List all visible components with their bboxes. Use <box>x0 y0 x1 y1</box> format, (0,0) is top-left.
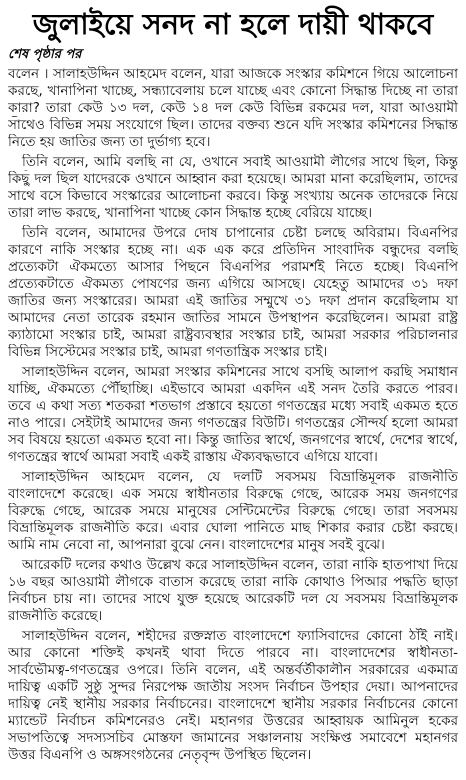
article-text-line: সালাহউদ্দিন আহমেদ বলেন, যে দলটি সবসময় বিভ্রান্তিমূলক রাজনীতি <box>22 469 458 485</box>
article-paragraph <box>8 364 458 466</box>
article-paragraph <box>8 225 458 361</box>
article-text-line: বিরুদ্ধে গেছে, আরেক সময়ে মানুষের সেন্টিমেন্টের বিরুদ্ধে গেছে। তারা সবসময় <box>8 503 458 519</box>
article-text-line: ১৬ বছর আওয়ামী লীগকে বাতাস করেছে তারা নাকি কোথাও পিআর পদ্ধতি ছাড়া <box>8 574 458 590</box>
article-text-line: করছে, খানাপিনা খাচ্ছে, সন্ধ্যাবেলায় চলে যাচ্ছে এবং কোনো সিদ্ধান্ত দিচ্ছে না তারা <box>8 83 458 99</box>
article-text-line: প্রত্যেকটাতে ঐকমত্য পোষণের জন্য এগিয়ে আসছে। যেহেতু আমাদের ৩১ দফা <box>8 276 458 292</box>
article-text-line: বিভ্রান্তিমূলক রাজনীতি করে। এবার ঘোলা পানিতে মাছ শিকার করার চেষ্টা করছে। <box>8 520 458 536</box>
article-text-line: জাতির জন্য সংস্কারের। আমরা এই জাতির সম্মুখে ৩১ দফা প্রদান করেছিলাম যা <box>8 293 458 309</box>
article-text-line: যাচ্ছি, ঐকমত্যে পৌঁছাচ্ছি। এইভাবে আমরা একদিন এই সনদ তৈরি করতে পারব। <box>8 381 458 397</box>
article-text-line: আর কোনো শক্তিই কখনই থাবা দিতে পারবে না। বাংলাদেশের স্বাধীনতা- <box>8 645 458 661</box>
article-text-line: আরেকটি দলের কথাও উল্লেখ করে সালাহউদ্দিন বলেন, তারা নাকি হাতপাখা দিয়ে <box>22 557 458 573</box>
article-text-line: কারণে নাকি সংস্কার হচ্ছে না। এক এক করে প্রতিদিন সাংবাদিক বন্ধুদের বলছি <box>8 242 458 258</box>
article-text-line: তবে এ কথা সত্য শতকরা শতভাগ প্রস্তাবে হয়তো গণতন্ত্রের মধ্যে সবাই একমত হতে <box>8 398 458 414</box>
article-text-line: উত্তর বিএনপি ও অঙ্গসংগঠনের নেতৃবৃন্দ উপস্থিত ছিলেন। <box>8 747 312 763</box>
continuation-label: শেষ পৃষ্ঠার পর <box>8 47 82 62</box>
article-text-line: দায়িত্ব একটি সুষ্ঠু সুন্দর নিরপেক্ষ জাতীয় সংসদ নির্বাচন উপহার দেয়া। আপনাদের <box>8 679 458 695</box>
article-text-line: প্রত্যেকটা ঐকমত্যে আসার পিছনে বিএনপির পরামর্শই নিতে হচ্ছে। বিএনপি <box>8 259 458 275</box>
article-text-line: নির্বাচন চায় না। তাদের সাথে যুক্ত হয়েছে আরেকটি দল যে সবসময় বিভ্রান্তিমূলক <box>8 591 458 607</box>
article-text-line: সালাহউদ্দিন বলেন, আমরা সংস্কার কমিশনের সাথে বসছি আলাপ করছি সমাধান <box>22 364 458 380</box>
article-text-line: বিভিন্ন সিস্টেমের সংস্কার চাই, আমরা গণতান্ত্রিক সংস্কার চাই। <box>8 344 328 360</box>
article-text-line: নাও পারে। সেইটাই আমাদের জন্য গণতন্ত্রের বিউটি। গণতন্ত্রের সৌন্দর্য হলো আমরা <box>8 415 458 431</box>
article-text-line: ক্যাঠামো সংস্কার চাই, আমরা রাষ্ট্রব্যবস্থার সংস্কার চাই, আমরা সরকার পরিচালনার <box>8 327 458 343</box>
article-text-line: তিনি বলেন, আমি বলছি না যে, ওখানে সবাই আওয়ামী লীগের সাথে ছিল, কিন্তু <box>22 154 458 170</box>
article-text-line: সাথে বসে কিভাবে সংস্কারের আলোচনা করবে। কিন্তু সংখ্যায় অনেক তাদেরকে নিয়ে <box>8 188 458 204</box>
article-text-line: সার্বভৌমত্ব-গণতন্ত্রের ওপরে। তিনি বলেন, এই অন্তর্বর্তীকালীন সরকারের একমাত্র <box>8 662 458 678</box>
article-text-line: গণতন্ত্রের স্বার্থে আমরা সবাই একই রাস্তায় ঐক্যবদ্ধভাবে এগিয়ে যাবো। <box>8 449 378 465</box>
article-text-line: সব বিষয়ে হয়তো একমত হবো না। কিন্তু জাতির স্বার্থে, জনগণের স্বার্থে, দেশের স্বার্থে, <box>8 432 458 448</box>
article-text-line: তারা লাভ করছে, খানাপিনা খাচ্ছে কোন সিদ্ধান্ত হচ্ছে বেরিয়ে যাচ্ছে। <box>8 205 373 221</box>
article-text-line: নিতে হয় জাতির জন্য তা দুর্ভাগ্য হবে। <box>8 134 211 150</box>
article-text-line: ম্যান্ডেট নির্বাচন কমিশনেরও নেই। মহানগর উত্তরের আহ্বায়ক আমিনুল হকের <box>8 713 458 729</box>
article-text-line: সালাহউদ্দিন বলেন, শহীদের রক্তস্নাত বাংলাদেশে ফ্যাসিবাদের কোনো ঠাঁই নাই। <box>22 628 458 644</box>
headline: জুলাইয়ে সনদ না হলে দায়ী থাকবে <box>32 7 434 41</box>
article-text-line: কারা? তারা কেউ ১৩ দল, কেউ ১৪ দল কেউ বিভিন্ন রকমের দল, যারা আওয়ামী <box>8 100 458 116</box>
article-paragraph <box>8 469 458 554</box>
article-text-line: কিছু দল ছিল যাদেরকে ওখানে আহ্বান করা হয়েছে। আমরা মানা করেছিলাম, তাদের <box>8 171 458 187</box>
article-text-line: তিনি বলেন, আমাদের উপরে দোষ চাপানোর চেষ্টা চলছে অবিরাম। বিএনপির <box>22 225 458 241</box>
article-body <box>8 66 458 764</box>
article-text-line: আমি নাম নেবো না, আপনারা বুঝে নেন। বাংলাদেশের মানুষ সবই বুঝে। <box>8 537 385 553</box>
article-paragraph <box>8 557 458 625</box>
article-text-line: সাথেও বিভিন্ন সময় সংযোগে ছিল। তাদের বক্তব্য শুনে যদি সংস্কার কমিশনের সিদ্ধান্ত <box>8 117 458 133</box>
article-paragraph <box>8 66 458 151</box>
article-text-line: রাজনীতি করেছে। <box>8 608 103 624</box>
article-paragraph <box>8 628 458 764</box>
article-text-line: দায়িত্ব নেই স্থানীয় সরকার নির্বাচনের। বাংলাদেশে স্থানীয় সরকার নির্বাচনের কোনো <box>8 696 458 712</box>
article-text-line: সভাপতিত্বে সদস্যসচিব মোস্তফা জামানের সঞ্চালনায় সংক্ষিপ্ত সমাবেশে মহানগর <box>8 730 458 746</box>
article-text-line: বাংলাদেশে করেছে। এক সময়ে স্বাধীনতার বিরুদ্ধে গেছে, আরেক সময় জনগণের <box>8 486 458 502</box>
article-text-line: বলেন । সালাহউদ্দিন আহমেদ বলেন, যারা আজকে সংস্কার কমিশনে গিয়ে আলোচনা <box>8 66 458 82</box>
article-text-line: আমাদের নেতা তারেক রহমান জাতির সামনে উপস্থাপন করেছিলেন। আমরা রাষ্ট্র <box>8 310 458 326</box>
article-paragraph <box>8 154 458 222</box>
